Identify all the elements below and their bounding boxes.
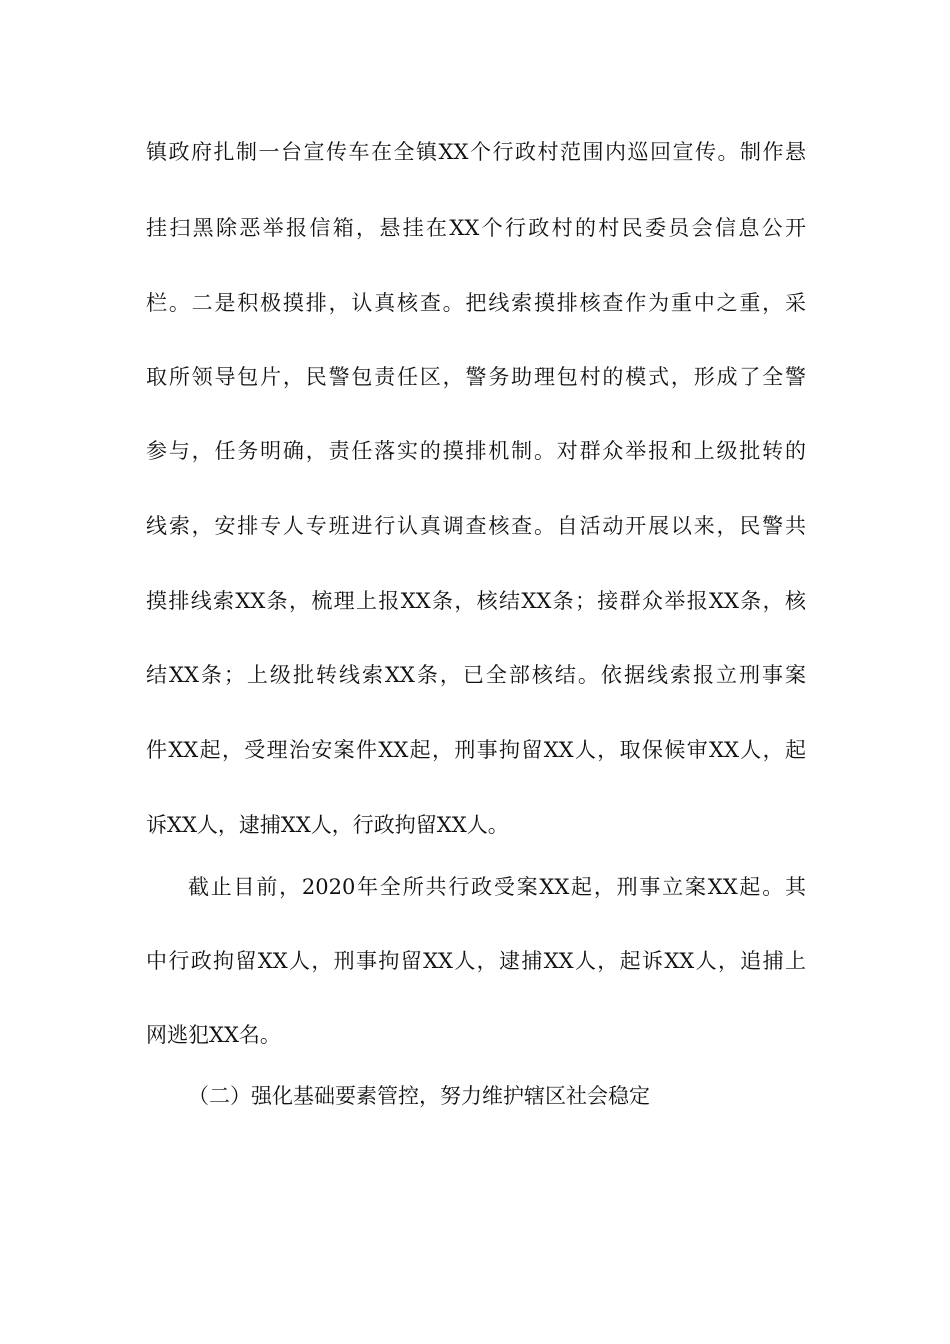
paragraph-line: 摸排线索XX条，梳理上报XX条，核结XX条；接群众举报XX条，核 (146, 589, 806, 613)
paragraph-line: 件XX起，受理治安案件XX起，刑事拘留XX人，取保候审XX人，起 (146, 738, 806, 762)
paragraph-line: 结XX条；上级批转线索XX条，已全部核结。依据线索报立刑事案 (146, 663, 806, 687)
paragraph-line: 网逃犯XX名。 (146, 1023, 281, 1047)
paragraph-line: 镇政府扎制一台宣传车在全镇XX个行政村范围内巡回宣传。制作悬 (146, 140, 806, 164)
paragraph-line: 截止目前，2020年全所共行政受案XX起，刑事立案XX起。其 (188, 875, 806, 899)
paragraph-line: 栏。二是积极摸排，认真核查。把线索摸排核查作为重中之重，采 (146, 291, 806, 315)
paragraph-line: 线索，安排专人专班进行认真调查核查。自活动开展以来，民警共 (146, 514, 806, 538)
paragraph-line: 挂扫黑除恶举报信箱，悬挂在XX个行政村的村民委员会信息公开 (146, 216, 806, 240)
paragraph-line: 诉XX人，逮捕XX人，行政拘留XX人。 (146, 813, 509, 837)
section-heading: （二）强化基础要素管控，努力维护辖区社会稳定 (188, 1084, 650, 1108)
paragraph-line: 中行政拘留XX人，刑事拘留XX人，逮捕XX人，起诉XX人，追捕上 (146, 949, 806, 973)
paragraph-line: 参与，任务明确，责任落实的摸排机制。对群众举报和上级批转的 (146, 439, 806, 463)
paragraph-line: 取所领导包片，民警包责任区，警务助理包村的模式，形成了全警 (146, 365, 806, 389)
